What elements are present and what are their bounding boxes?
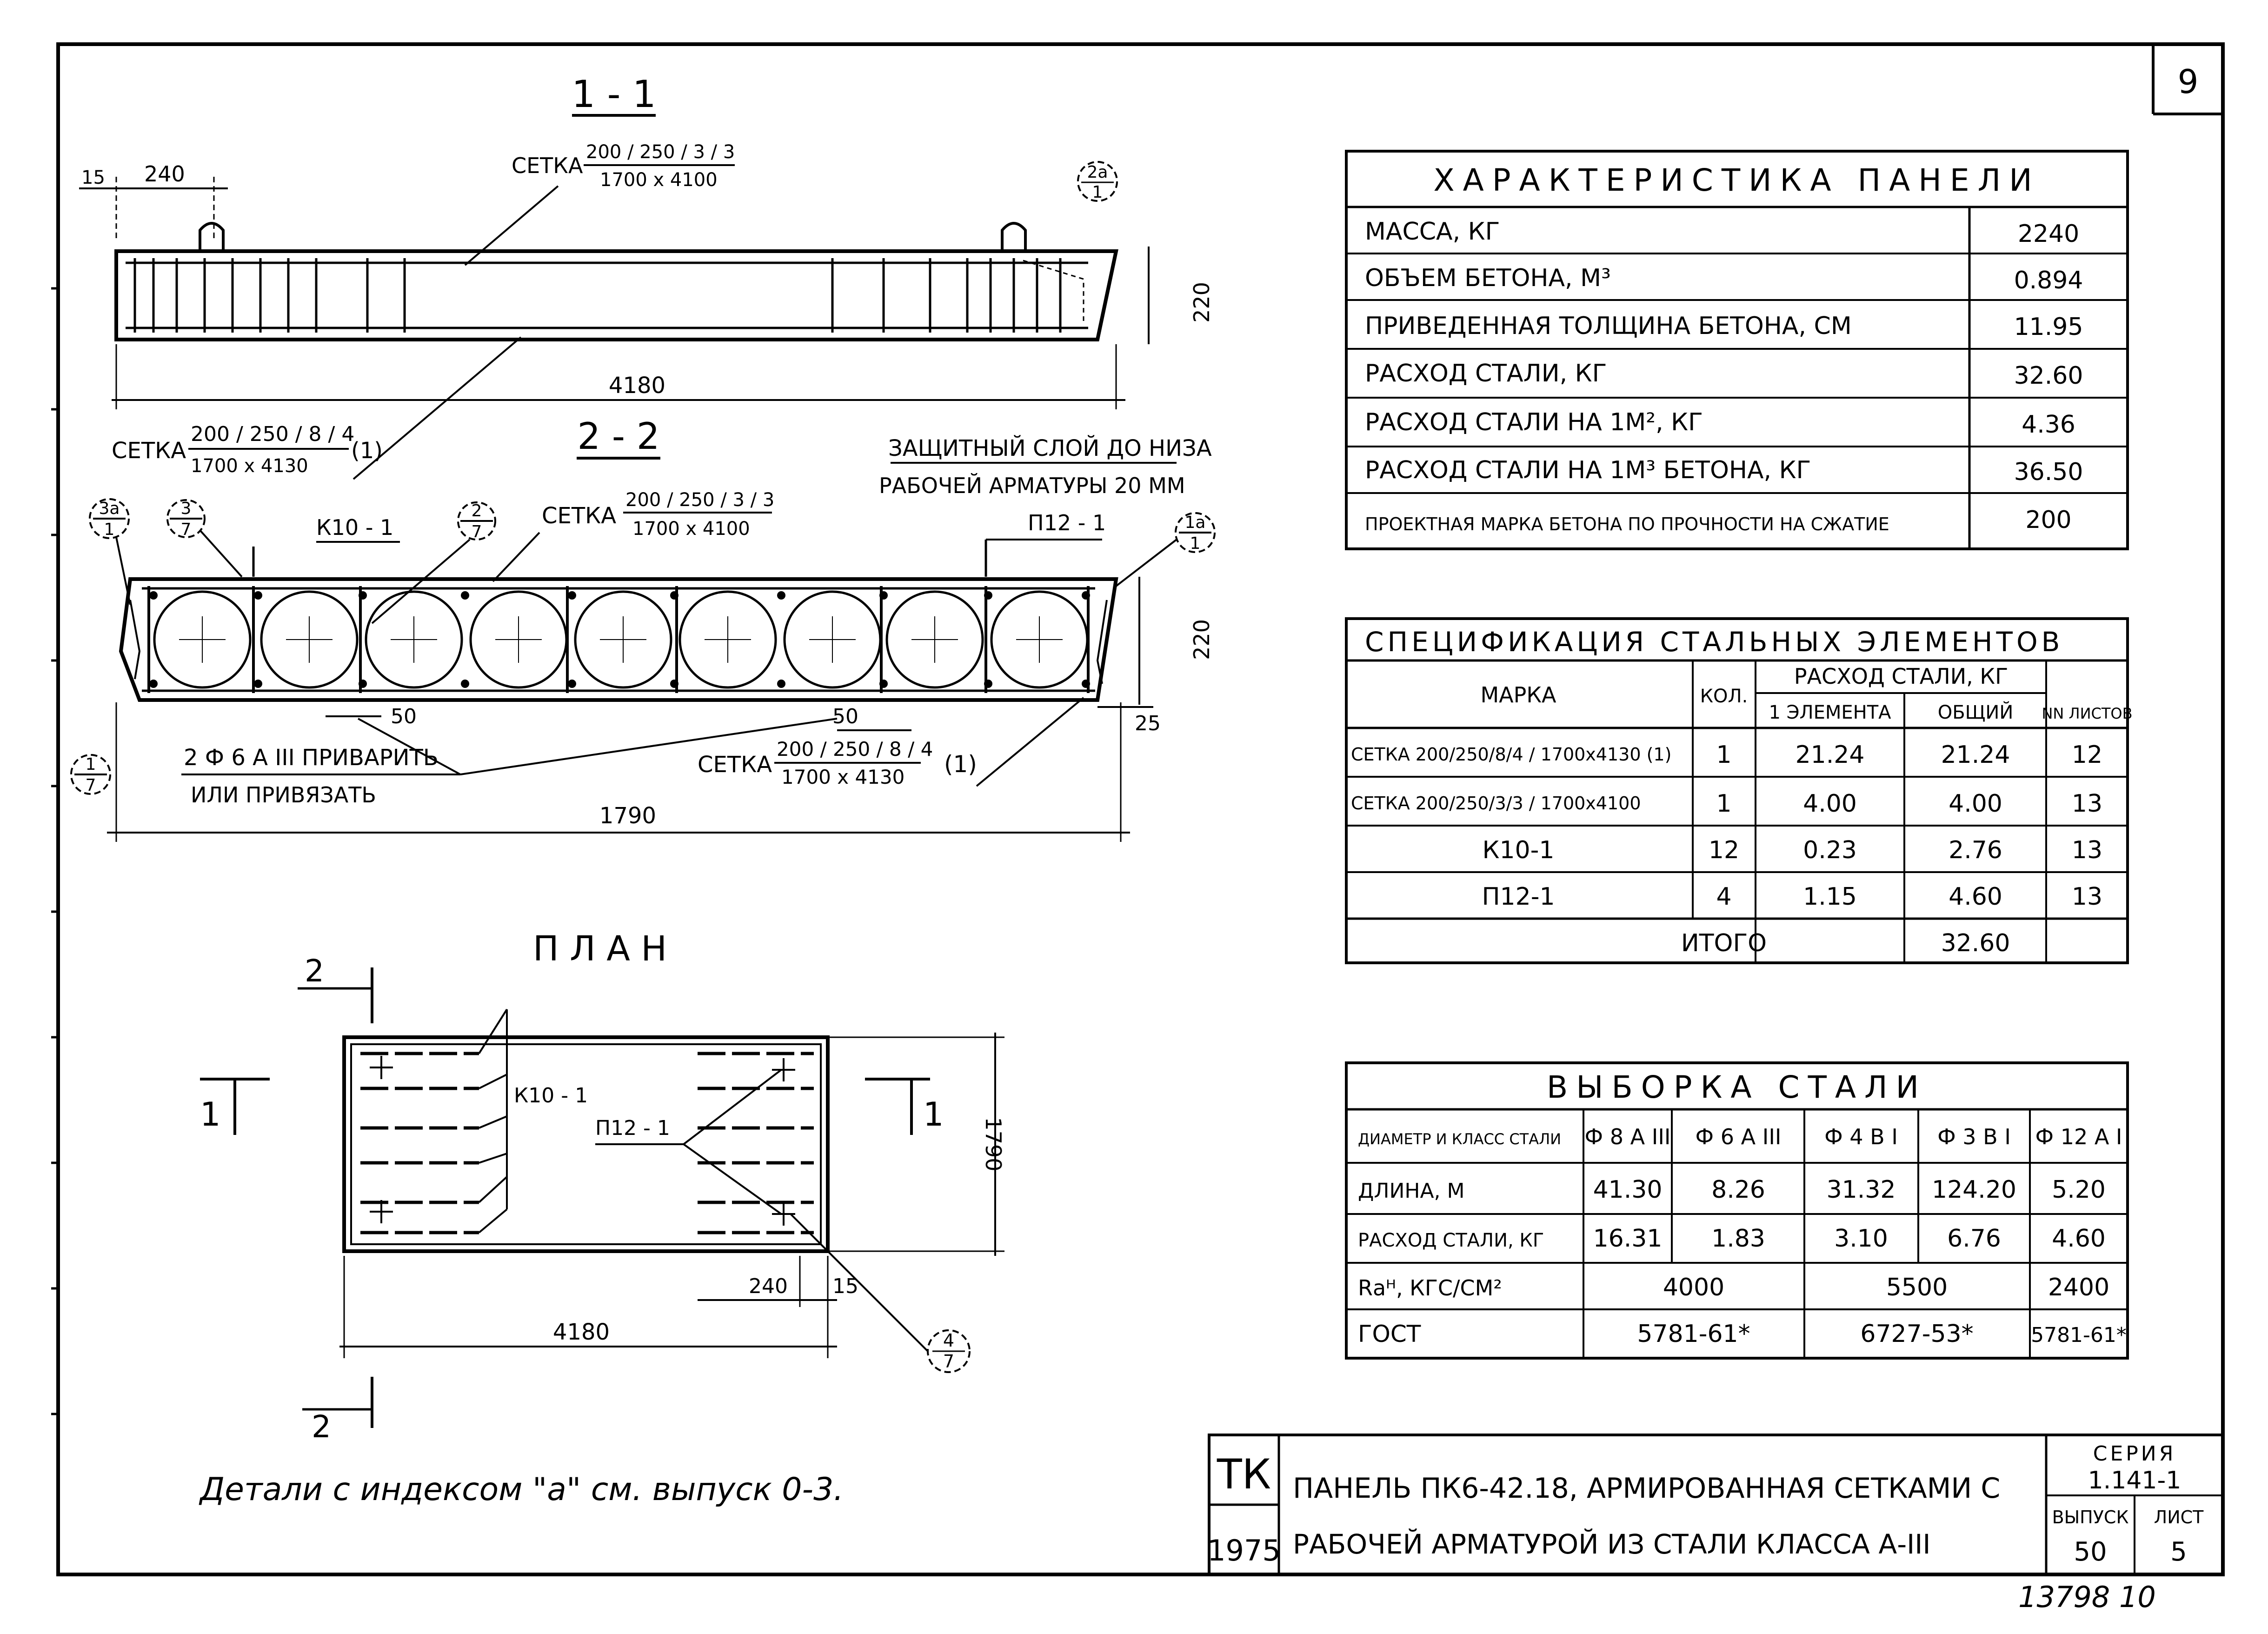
spec-row3-qty: 12 xyxy=(1708,836,1740,864)
spec-row4-mark: П12-1 xyxy=(1482,883,1555,911)
steel-ra-1: 4000 xyxy=(1663,1274,1725,1301)
spec-row3-sheet: 13 xyxy=(2071,836,2103,864)
spec-row4-qty: 4 xyxy=(1716,883,1732,911)
callout-1a-bottom: 1 xyxy=(1190,534,1201,553)
spec-row1-per: 21.24 xyxy=(1795,741,1865,769)
char-label-mass: МАССА, КГ xyxy=(1365,218,1500,246)
steel-length-4: 124.20 xyxy=(1932,1176,2016,1204)
plan-view xyxy=(199,929,1006,1508)
plan-title: П Л А Н xyxy=(532,929,667,969)
mesh-bottom-s22-prefix: СЕТКА xyxy=(698,752,772,778)
steel-col-4bi: Ф 4 В I xyxy=(1824,1124,1898,1149)
cut-1-right-label: 1 xyxy=(923,1095,944,1134)
mesh-bottom-s11-suffix: (1) xyxy=(351,438,383,464)
specification-title: СПЕЦИФИКАЦИЯ СТАЛЬНЫХ ЭЛЕМЕНТОВ xyxy=(1365,626,2064,658)
spec-row4-sheet: 13 xyxy=(2071,883,2103,911)
sheet-number: 9 xyxy=(2177,63,2199,101)
mesh-bottom-s22-num: 200 / 250 / 8 / 4 xyxy=(777,738,933,760)
spec-total-label: ИТОГО xyxy=(1681,929,1767,957)
dim-220-s11: 220 xyxy=(1189,282,1214,323)
spec-header-consumption: РАСХОД СТАЛИ, КГ xyxy=(1794,664,2009,689)
title-description-line1: ПАНЕЛЬ ПК6-42.18, АРМИРОВАННАЯ СЕТКАМИ С xyxy=(1293,1472,2001,1505)
dim-1790-plan: 1790 xyxy=(981,1117,1006,1172)
mesh-top-numerator: 200 / 250 / 3 / 3 xyxy=(586,141,735,163)
cut-2-top-label: 2 xyxy=(305,953,324,989)
char-value-mass: 2240 xyxy=(2017,220,2080,248)
steel-col-12ai: Ф 12 А I xyxy=(2035,1124,2122,1149)
char-label-thickness: ПРИВЕДЕННАЯ ТОЛЩИНА БЕТОНА, СМ xyxy=(1365,312,1852,340)
mesh-top-denominator: 1700 x 4100 xyxy=(600,169,718,191)
spec-row1-total: 21.24 xyxy=(1941,741,2010,769)
steel-col-8aiii: Ф 8 А III xyxy=(1584,1124,1671,1149)
spec-header-total: ОБЩИЙ xyxy=(1937,702,2014,723)
char-value-concrete-grade: 200 xyxy=(2025,506,2072,534)
steel-length-2: 8.26 xyxy=(1711,1176,1765,1204)
steel-mass-label: РАСХОД СТАЛИ, КГ xyxy=(1358,1230,1544,1251)
mesh-bottom-s22-suffix: (1) xyxy=(944,751,977,778)
section-2-2 xyxy=(71,416,1215,842)
callout-2a-bottom: 1 xyxy=(1092,183,1103,202)
steel-ra-3: 2400 xyxy=(2048,1274,2110,1301)
title-series-label: СЕРИЯ xyxy=(2093,1442,2176,1466)
dim-240: 240 xyxy=(144,161,185,187)
steel-mass-3: 3.10 xyxy=(1834,1225,1888,1253)
callout-1-7-top: 1 xyxy=(85,755,96,774)
mesh-bottom-s11-den: 1700 x 4130 xyxy=(191,455,308,477)
dim-4180-s11: 4180 xyxy=(608,373,666,399)
cut-2-bottom-label: 2 xyxy=(312,1409,331,1445)
char-label-steel-m3: РАСХОД СТАЛИ НА 1М³ БЕТОНА, КГ xyxy=(1365,456,1811,484)
callout-1-7-bottom: 7 xyxy=(85,776,96,795)
dim-4180-plan: 4180 xyxy=(552,1319,610,1345)
title-org: ТК xyxy=(1217,1450,1271,1498)
steel-length-1: 41.30 xyxy=(1593,1176,1663,1204)
spec-row2-mark: СЕТКА 200/250/3/3 / 1700x4100 xyxy=(1351,793,1641,814)
char-value-steel: 32.60 xyxy=(2014,362,2083,390)
title-series: 1.141-1 xyxy=(2088,1467,2182,1494)
spec-row3-per: 0.23 xyxy=(1803,836,1857,864)
spec-row2-qty: 1 xyxy=(1716,790,1732,818)
dim-220-s22: 220 xyxy=(1189,619,1214,660)
steel-mass-2: 1.83 xyxy=(1711,1225,1765,1253)
char-label-concrete-grade: ПРОЕКТНАЯ МАРКА БЕТОНА ПО ПРОЧНОСТИ НА СЖАТИЕ xyxy=(1365,514,1889,534)
steel-selection-table xyxy=(1346,1063,2128,1358)
title-block xyxy=(1207,1435,2223,1574)
spec-row4-per: 1.15 xyxy=(1803,883,1857,911)
characteristics-title: ХАРАКТЕРИСТИКА ПАНЕЛИ xyxy=(1433,162,2041,198)
mesh-bottom-s11-prefix: СЕТКА xyxy=(112,438,186,464)
dim-15: 15 xyxy=(81,167,105,188)
steel-length-5: 5.20 xyxy=(2052,1176,2106,1204)
spec-row4-total: 4.60 xyxy=(1949,883,2002,911)
dim-15-plan: 15 xyxy=(832,1274,858,1298)
steel-length-label: ДЛИНА, М xyxy=(1358,1179,1465,1203)
spec-row1-mark: СЕТКА 200/250/8/4 / 1700x4130 (1) xyxy=(1351,744,1672,765)
char-value-thickness: 11.95 xyxy=(2014,313,2083,341)
callout-3a-bottom: 1 xyxy=(104,520,115,539)
title-issue: 50 xyxy=(2074,1537,2107,1567)
mesh-bottom-s22-den: 1700 x 4130 xyxy=(781,766,905,788)
char-value-steel-m3: 36.50 xyxy=(2014,458,2083,486)
specification-table xyxy=(1346,619,2133,963)
section-2-2-title: 2 - 2 xyxy=(577,416,660,458)
section-1-1-title: 1 - 1 xyxy=(572,73,656,116)
title-description-line2: РАБОЧЕЙ АРМАТУРОЙ ИЗ СТАЛИ КЛАССА А-III xyxy=(1293,1528,1931,1560)
handwritten-archive-number: 13798 10 xyxy=(2018,1580,2156,1614)
spec-total-value: 32.60 xyxy=(1941,929,2010,957)
steel-ra-2: 5500 xyxy=(1886,1274,1948,1301)
callout-2-7-bottom: 7 xyxy=(471,522,482,541)
char-value-volume: 0.894 xyxy=(2014,267,2083,294)
spec-header-per-element: 1 ЭЛЕМЕНТА xyxy=(1769,702,1891,723)
title-sheet: 5 xyxy=(2170,1537,2187,1567)
callout-3-7-top: 3 xyxy=(180,499,192,518)
weld-note-line1: 2 Ф 6 А III ПРИВАРИТЬ xyxy=(184,745,439,771)
mesh-top-s22-num: 200 / 250 / 3 / 3 xyxy=(625,489,775,511)
protective-layer-line2: РАБОЧЕЙ АРМАТУРЫ 20 ММ xyxy=(879,473,1185,498)
weld-note-line2: ИЛИ ПРИВЯЗАТЬ xyxy=(191,782,376,807)
spec-header-qty: КОЛ. xyxy=(1700,686,1748,707)
dim-50-left: 50 xyxy=(391,705,417,728)
callout-2-7-top: 2 xyxy=(471,501,482,520)
callout-4-7-bottom: 7 xyxy=(943,1351,955,1372)
steel-head-label: ДИАМЕТР И КЛАСС СТАЛИ xyxy=(1358,1130,1562,1148)
callout-1a-top: 1а xyxy=(1184,513,1206,532)
k10-label-plan: К10 - 1 xyxy=(514,1084,588,1107)
spec-row2-sheet: 13 xyxy=(2071,790,2103,818)
steel-mass-5: 4.60 xyxy=(2052,1225,2106,1253)
spec-header-mark: МАРКА xyxy=(1480,682,1556,707)
steel-gost-3: 5781-61* xyxy=(2031,1323,2127,1347)
steel-length-3: 31.32 xyxy=(1826,1176,1896,1204)
mesh-top-s22-den: 1700 x 4100 xyxy=(632,518,750,540)
protective-layer-line1: ЗАЩИТНЫЙ СЛОЙ ДО НИЗА xyxy=(888,435,1212,461)
title-sheet-label: ЛИСТ xyxy=(2154,1507,2204,1527)
steel-col-6aiii: Ф 6 А III xyxy=(1695,1124,1782,1149)
characteristics-table xyxy=(1346,151,2128,549)
spec-row1-qty: 1 xyxy=(1716,741,1732,769)
spec-row2-total: 4.00 xyxy=(1949,790,2002,818)
p12-label-s22: П12 - 1 xyxy=(1028,510,1106,535)
dim-25: 25 xyxy=(1135,712,1161,735)
char-label-steel-m2: РАСХОД СТАЛИ НА 1М², КГ xyxy=(1365,408,1703,436)
spec-row3-mark: К10-1 xyxy=(1482,836,1555,864)
cut-1-left-label: 1 xyxy=(200,1095,221,1134)
mesh-top-prefix: СЕТКА xyxy=(512,153,583,178)
mesh-top-s22-prefix: СЕТКА xyxy=(542,503,617,529)
spec-row2-per: 4.00 xyxy=(1803,790,1857,818)
footnote-details-index: Детали с индексом "а" см. выпуск 0-3. xyxy=(200,1471,844,1508)
dim-1790: 1790 xyxy=(599,803,657,829)
title-year: 1975 xyxy=(1207,1534,1281,1567)
char-value-steel-m2: 4.36 xyxy=(2022,411,2075,439)
p12-label-plan: П12 - 1 xyxy=(595,1116,670,1140)
dim-240-plan: 240 xyxy=(749,1274,788,1298)
spec-row1-sheet: 12 xyxy=(2071,741,2103,769)
spec-header-sheets: NN ЛИСТОВ xyxy=(2042,705,2133,722)
steel-gost-2: 6727-53* xyxy=(1860,1320,1974,1348)
callout-2a-top: 2а xyxy=(1087,163,1108,182)
spec-row3-total: 2.76 xyxy=(1949,836,2002,864)
steel-ra-label: Rаᴴ, КГС/СМ² xyxy=(1358,1275,1502,1301)
callout-3a-top: 3а xyxy=(99,499,120,518)
callout-3-7-bottom: 7 xyxy=(180,520,192,539)
title-issue-label: ВЫПУСК xyxy=(2052,1507,2129,1527)
mesh-bottom-s11-num: 200 / 250 / 8 / 4 xyxy=(191,422,355,446)
steel-title: ВЫБОРКА СТАЛИ xyxy=(1546,1069,1928,1105)
dim-50-right: 50 xyxy=(832,705,858,728)
char-label-steel: РАСХОД СТАЛИ, КГ xyxy=(1365,360,1607,387)
steel-gost-label: ГОСТ xyxy=(1358,1321,1421,1347)
callout-4-7-top: 4 xyxy=(943,1330,955,1351)
steel-col-3bi: Ф 3 В I xyxy=(1937,1124,2011,1149)
steel-mass-4: 6.76 xyxy=(1947,1225,2001,1253)
steel-gost-1: 5781-61* xyxy=(1637,1320,1750,1348)
k10-label-s22: К10 - 1 xyxy=(316,515,394,540)
steel-mass-1: 16.31 xyxy=(1593,1225,1663,1253)
char-label-volume: ОБЪЕМ БЕТОНА, М³ xyxy=(1365,264,1611,292)
